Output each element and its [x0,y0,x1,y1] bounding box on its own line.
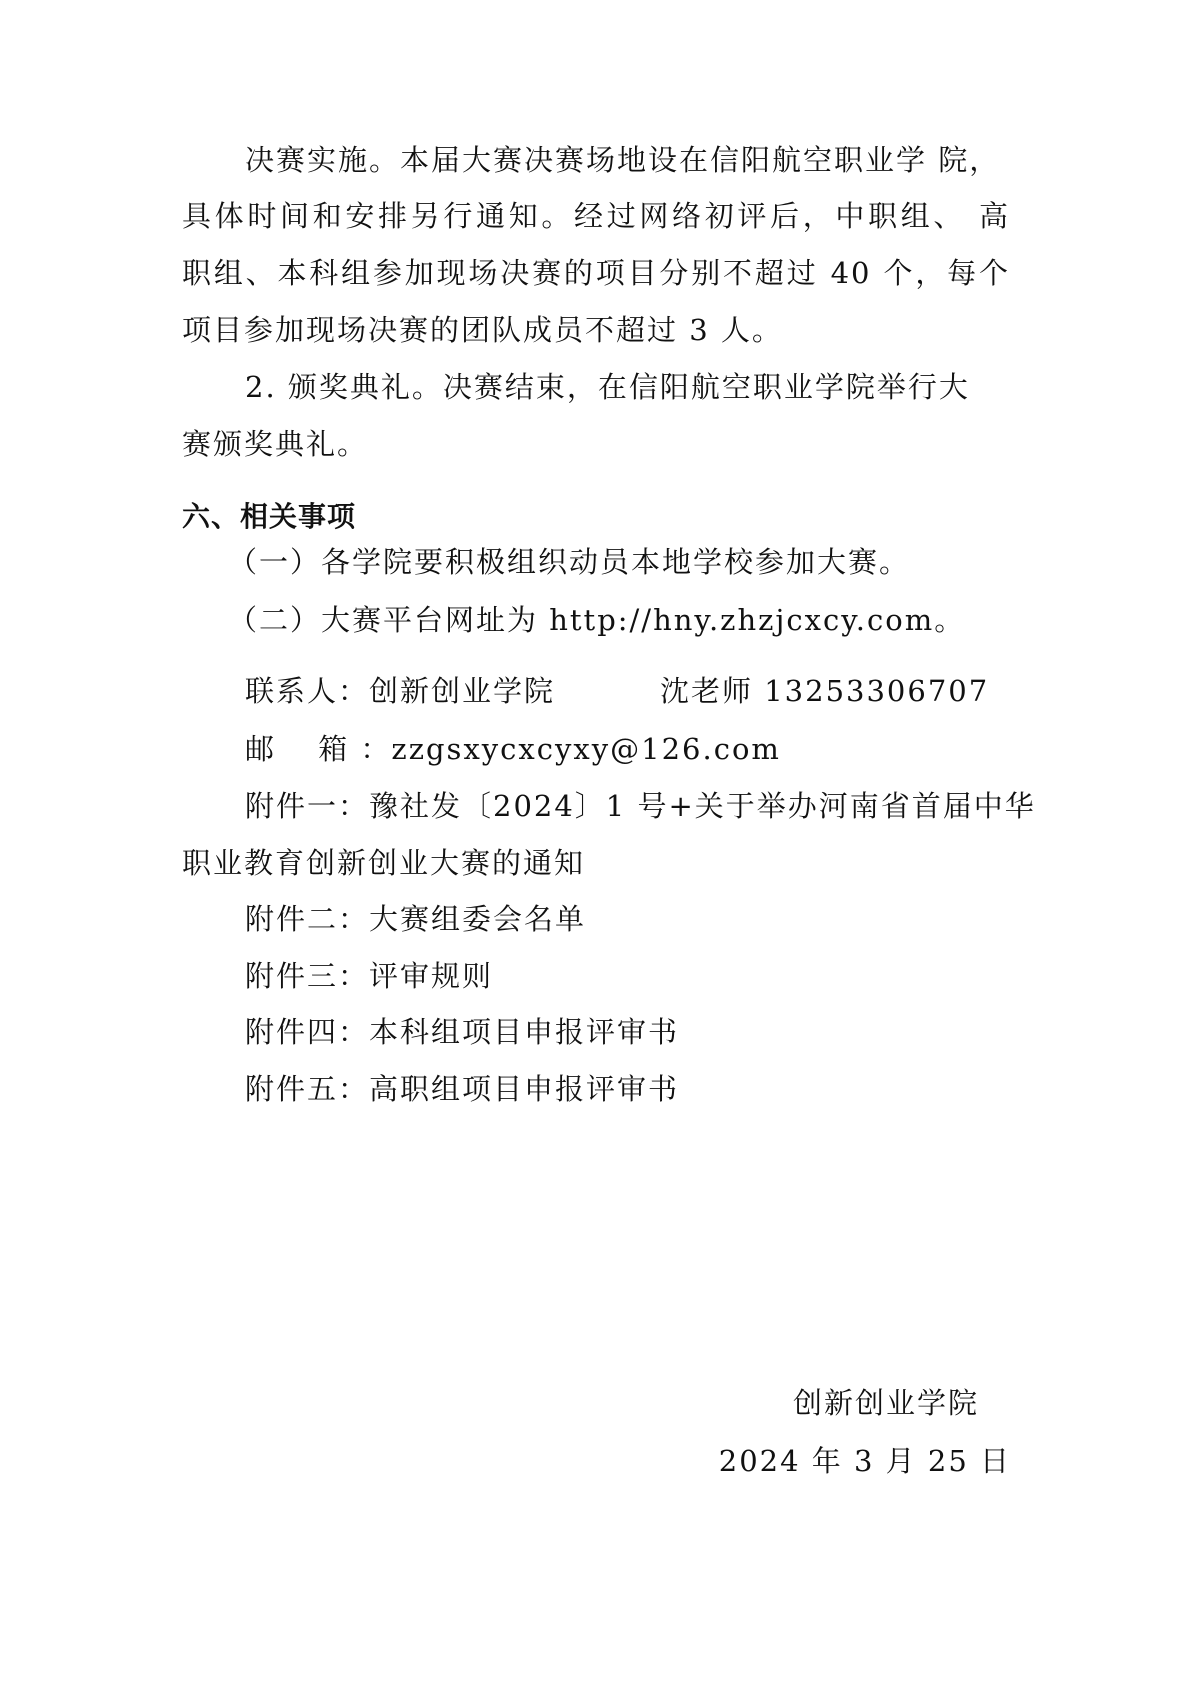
p1-line2: 具体时间和安排另行通知。经过网络初评后，中职组、 高 [182,199,1010,233]
attachment-1-line1: 附件一：豫社发〔2024〕1 号+关于举办河南省首届中华 [245,789,1036,823]
signature-date: 2024 年 3 月 25 日 [718,1444,1011,1478]
contact-department: 联系人：创新创业学院 [245,674,556,708]
item-1: （一）各学院要积极组织动员本地学校参加大赛。 [228,545,911,579]
attachment-4: 附件四：本科组项目申报评审书 [245,1015,680,1049]
attachment-5: 附件五：高职组项目申报评审书 [245,1072,680,1106]
signature-org: 创新创业学院 [793,1386,980,1420]
p1-line4: 项目参加现场决赛的团队成员不超过 3 人。 [182,313,783,347]
contact-person: 沈老师 13253306707 [660,674,990,708]
attachment-2: 附件二：大赛组委会名单 [245,902,587,936]
p2-line2: 赛颁奖典礼。 [182,427,369,461]
p1-line1: 决赛实施。本届大赛决赛场地设在信阳航空职业学 院， [245,143,1001,177]
contact-email: 邮 箱 ：zzgsxycxcyxy@126.com [245,732,781,766]
section-heading: 六、相关事项 [182,500,357,533]
item-2: （二）大赛平台网址为 http://hny.zhzjcxcy.com。 [228,603,966,637]
p2-line1: 2. 颁奖典礼。决赛结束，在信阳航空职业学院举行大 [245,370,970,404]
p1-line3: 职组、本科组参加现场决赛的项目分别不超过 40 个，每个 [182,256,1010,290]
attachment-3: 附件三：评审规则 [245,959,494,993]
attachment-1-line2: 职业教育创新创业大赛的通知 [182,846,586,880]
